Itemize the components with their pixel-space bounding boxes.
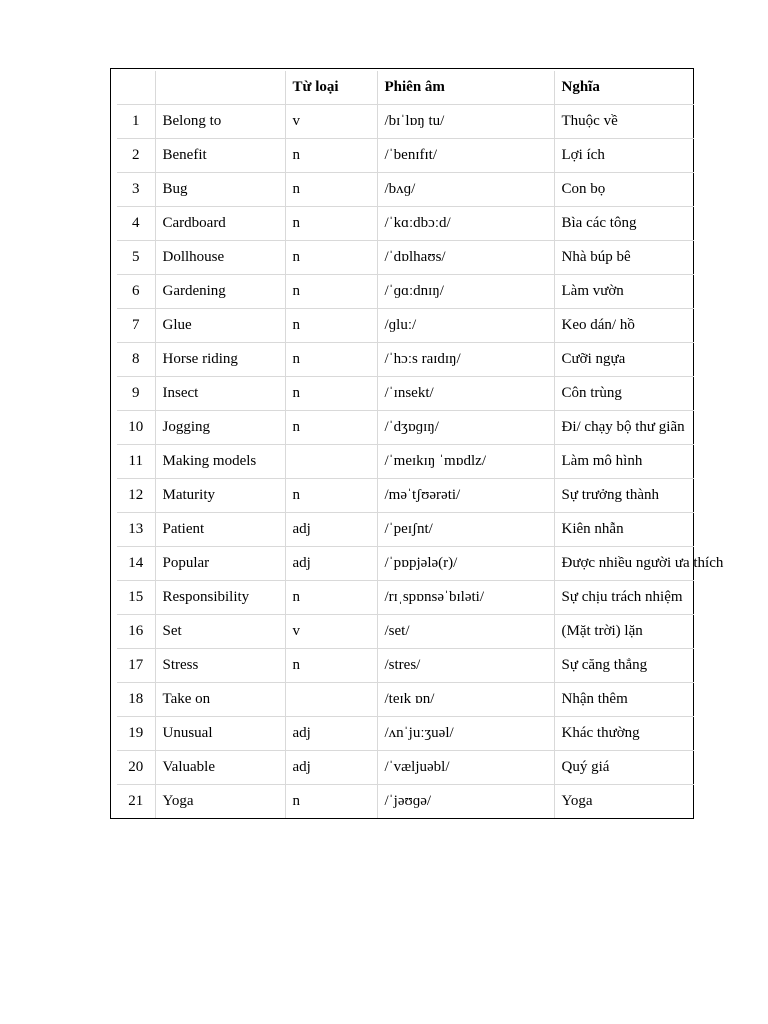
header-meaning: Nghĩa — [554, 71, 694, 105]
table-row — [117, 105, 694, 139]
table-row — [117, 173, 694, 207]
row-meaning: Sự chịu trách nhiệm — [554, 581, 694, 615]
row-number: 12 — [117, 479, 155, 513]
row-pronunciation: /ˈɪnsekt/ — [377, 377, 554, 411]
table-row — [117, 547, 694, 581]
row-pronunciation: /rɪˌspɒnsəˈbɪləti/ — [377, 581, 554, 615]
row-meaning: Côn trùng — [554, 377, 694, 411]
row-pronunciation: /stres/ — [377, 649, 554, 683]
row-word: Horse riding — [155, 343, 285, 377]
row-meaning: Đi/ chạy bộ thư giãn — [554, 411, 694, 445]
row-pronunciation: /ˈhɔːs raɪdɪŋ/ — [377, 343, 554, 377]
row-meaning: Quý giá — [554, 751, 694, 785]
table-row — [117, 717, 694, 751]
table-row — [117, 445, 694, 479]
table-row — [117, 275, 694, 309]
row-pronunciation: /məˈtʃʊərəti/ — [377, 479, 554, 513]
row-part-of-speech: n — [285, 479, 377, 513]
row-number: 5 — [117, 241, 155, 275]
row-word: Bug — [155, 173, 285, 207]
table-row — [117, 139, 694, 173]
row-word: Stress — [155, 649, 285, 683]
row-word: Valuable — [155, 751, 285, 785]
row-word: Belong to — [155, 105, 285, 139]
vocabulary-table-frame — [110, 68, 724, 819]
vocabulary-table — [117, 71, 724, 818]
row-number: 7 — [117, 309, 155, 343]
row-number: 9 — [117, 377, 155, 411]
row-pronunciation: /ˈpɒpjələ(r)/ — [377, 547, 554, 581]
row-pronunciation: /ˈjəʊɡə/ — [377, 785, 554, 819]
row-meaning: Thuộc về — [554, 105, 694, 139]
row-pronunciation: /ˈkɑːdbɔːd/ — [377, 207, 554, 241]
row-word: Jogging — [155, 411, 285, 445]
row-word: Maturity — [155, 479, 285, 513]
row-part-of-speech: n — [285, 241, 377, 275]
table-row — [117, 615, 694, 649]
row-word: Unusual — [155, 717, 285, 751]
row-part-of-speech: n — [285, 275, 377, 309]
row-word: Benefit — [155, 139, 285, 173]
row-part-of-speech: n — [285, 173, 377, 207]
table-row — [117, 411, 694, 445]
row-part-of-speech: n — [285, 649, 377, 683]
row-meaning: Làm mô hình — [554, 445, 694, 479]
row-part-of-speech: adj — [285, 547, 377, 581]
row-number: 19 — [117, 717, 155, 751]
table-row — [117, 241, 694, 275]
header-number — [117, 71, 155, 105]
row-pronunciation: /set/ — [377, 615, 554, 649]
row-meaning: Keo dán/ hồ — [554, 309, 694, 343]
row-number: 2 — [117, 139, 155, 173]
row-meaning: Sự trưởng thành — [554, 479, 694, 513]
row-word: Cardboard — [155, 207, 285, 241]
row-part-of-speech: n — [285, 377, 377, 411]
row-word: Set — [155, 615, 285, 649]
row-word: Take on — [155, 683, 285, 717]
row-part-of-speech: v — [285, 105, 377, 139]
header-word — [155, 71, 285, 105]
row-meaning: Yoga — [554, 785, 694, 819]
table-row — [117, 479, 694, 513]
row-word: Gardening — [155, 275, 285, 309]
row-pronunciation: /ˈmeɪkɪŋ ˈmɒdlz/ — [377, 445, 554, 479]
row-part-of-speech: n — [285, 411, 377, 445]
row-number: 21 — [128, 793, 144, 809]
row-part-of-speech: adj — [285, 751, 377, 785]
table-row — [117, 785, 694, 819]
table-header-row — [117, 71, 694, 105]
row-word: Insect — [155, 377, 285, 411]
row-pronunciation: /ˈɡɑːdnɪŋ/ — [377, 275, 554, 309]
row-part-of-speech: n — [285, 581, 377, 615]
row-pronunciation: /teɪk ɒn/ — [377, 683, 554, 717]
row-number: 10 — [117, 411, 155, 445]
row-word: Popular — [155, 547, 285, 581]
row-meaning: (Mặt trời) lặn — [554, 615, 694, 649]
row-number: 18 — [117, 683, 155, 717]
row-part-of-speech: n — [285, 309, 377, 343]
row-meaning: Bìa các tông — [554, 207, 694, 241]
row-meaning: Kiên nhẫn — [554, 513, 694, 547]
row-number: 11 — [117, 445, 155, 479]
row-pronunciation: /bɪˈlɒŋ tu/ — [377, 105, 554, 139]
row-part-of-speech: n — [285, 139, 377, 173]
row-part-of-speech: v — [285, 615, 377, 649]
row-pronunciation: /ˈdʒɒɡɪŋ/ — [377, 411, 554, 445]
row-part-of-speech — [285, 445, 377, 479]
table-row — [117, 581, 694, 615]
row-meaning: Lợi ích — [554, 139, 694, 173]
table-row — [117, 751, 694, 785]
row-pronunciation: /bʌɡ/ — [377, 173, 554, 207]
row-part-of-speech: n — [285, 343, 377, 377]
row-number: 3 — [117, 173, 155, 207]
row-word: Yoga — [155, 785, 285, 819]
row-word: Glue — [155, 309, 285, 343]
table-row — [117, 683, 694, 717]
row-pronunciation: /ˈvæljuəbl/ — [377, 751, 554, 785]
row-word: Dollhouse — [155, 241, 285, 275]
row-part-of-speech: n — [285, 207, 377, 241]
row-pronunciation: /ʌnˈjuːʒuəl/ — [377, 717, 554, 751]
row-part-of-speech: adj — [285, 513, 377, 547]
row-meaning: Cưỡi ngựa — [554, 343, 694, 377]
table-row — [117, 649, 694, 683]
row-number: 1 — [117, 105, 155, 139]
row-pronunciation: /ˈdɒlhaʊs/ — [377, 241, 554, 275]
table-row — [117, 343, 694, 377]
row-part-of-speech — [285, 683, 377, 717]
row-number: 4 — [117, 207, 155, 241]
table-row — [117, 513, 694, 547]
table-row — [117, 377, 694, 411]
row-number: 20 — [117, 751, 155, 785]
row-number: 17 — [117, 649, 155, 683]
vocabulary-table-body — [117, 105, 724, 819]
row-meaning: Được nhiều người ưa thích — [554, 547, 694, 581]
row-meaning: Nhận thêm — [554, 683, 694, 717]
row-number: 13 — [117, 513, 155, 547]
row-meaning: Nhà búp bê — [554, 241, 694, 275]
row-number: 15 — [117, 581, 155, 615]
row-number: 14 — [117, 547, 155, 581]
row-number: 8 — [117, 343, 155, 377]
row-pronunciation: /ˈpeɪʃnt/ — [377, 513, 554, 547]
row-number: 16 — [117, 615, 155, 649]
table-row — [117, 309, 694, 343]
row-part-of-speech: adj — [285, 717, 377, 751]
header-pronunciation: Phiên âm — [377, 71, 554, 105]
row-meaning: Sự căng thẳng — [554, 649, 694, 683]
row-pronunciation: /ˈbenɪfɪt/ — [377, 139, 554, 173]
row-word: Patient — [155, 513, 285, 547]
row-word: Making models — [155, 445, 285, 479]
row-pronunciation: /ɡluː/ — [377, 309, 554, 343]
row-number: 6 — [117, 275, 155, 309]
table-row — [117, 207, 694, 241]
row-word: Responsibility — [155, 581, 285, 615]
row-part-of-speech: n — [285, 785, 377, 819]
row-meaning: Con bọ — [554, 173, 694, 207]
row-meaning: Làm vườn — [554, 275, 694, 309]
row-meaning: Khác thường — [554, 717, 694, 751]
header-part-of-speech: Từ loại — [285, 71, 377, 105]
